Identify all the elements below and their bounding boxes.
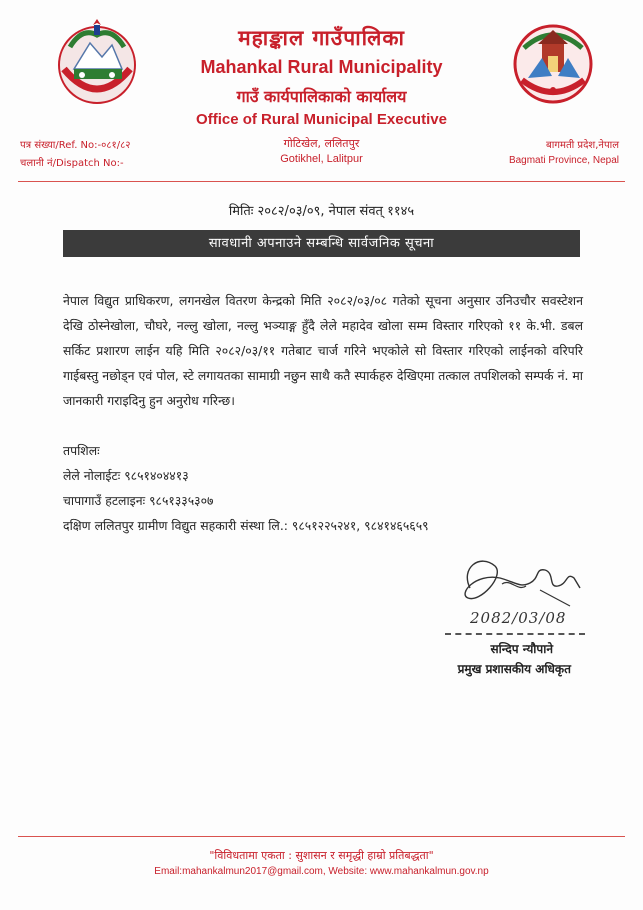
province-english: Bagmati Province, Nepal [508, 155, 619, 166]
footer-contact: Email:mahankalmun2017@gmail.com, Website: www.mahankalmun.gov.np [154, 866, 489, 877]
municipality-name-english: Mahankal Rural Municipality [200, 57, 443, 77]
header-divider [18, 181, 625, 182]
contact-details [63, 440, 429, 540]
footer-divider [18, 836, 625, 837]
address-nepali: गोटिखेल, ललितपुर [283, 137, 360, 150]
notice-date: मितिः २०८२/०३/०९, नेपाल संवत् ११४५ [228, 204, 415, 219]
details-item: चापागाउँ हटलाइनः ९८५१३३५३०७ [63, 493, 214, 508]
footer-motto: "विविधतामा एकता : सुशासन र समृद्धी हाम्रो प्रतिबद्धता" [209, 849, 434, 862]
handwritten-signature [440, 548, 590, 618]
notice-body: नेपाल विद्युत प्राधिकरण, लगनखेल वितरण केन्द्रको मिति २०८२/०३/०८ गतेको सूचना अनुसार उनिउचौर सवस्टेशन देखि ठोस्नेखोला, चौघरे, नल्लु खोला, नल्लु भञ्याङ्ग हुँदै लेले महादेव खोला सम्म विस्तार गरिएको ११ के.भी. डबल सर्किट प्रशारण लाईन यहि मिति २०८२/०३/११ गतेबाट चार्ज गरिने भएकोले सो विस्तार गरिएको लाईनको वरिपरि गाईबस्तु नछोड्न एवं पोल, स्टे लगायतका सामाग्री नछुन साथै कतै स्पार्कहरु देखिएमा तत्काल तपशिलको सम्पर्क नं. मा जानकारी गराइदिनु हुन अनुरोध गरिन्छ। [63, 293, 583, 408]
details-item: दक्षिण ललितपुर ग्रामीण विद्युत सहकारी संस्था लि.: ९८५१२२५२४१, ९८४१४६५६५९ [63, 518, 429, 533]
municipality-name-nepali: महाङ्काल गाउँपालिका [238, 26, 405, 50]
address-english: Gotikhel, Lalitpur [280, 153, 363, 165]
signature-date: 2082/03/08 [470, 609, 567, 627]
office-name-nepali: गाउँ कार्यपालिकाको कार्यालय [236, 87, 407, 106]
reference-number: पत्र संख्या/Ref. No:-०८१/८२ [20, 140, 131, 151]
details-label: तपशिलः [63, 443, 100, 458]
office-name-english: Office of Rural Municipal Executive [196, 111, 447, 128]
signer-name: सन्दिप न्यौपाने [490, 642, 553, 656]
province-nepali: बागमती प्रदेश,नेपाल [546, 140, 619, 151]
signature-line [445, 633, 585, 635]
dispatch-number: चलानी नं/Dispatch No:- [20, 158, 124, 169]
signer-designation: प्रमुख प्रशासकीय अधिकृत [457, 662, 571, 676]
details-item: लेले नोलाईटः ९८५१४०४४१३ [63, 468, 189, 483]
notice-subject-banner: सावधानी अपनाउने सम्बन्धि सार्वजनिक सूचना [63, 230, 580, 257]
